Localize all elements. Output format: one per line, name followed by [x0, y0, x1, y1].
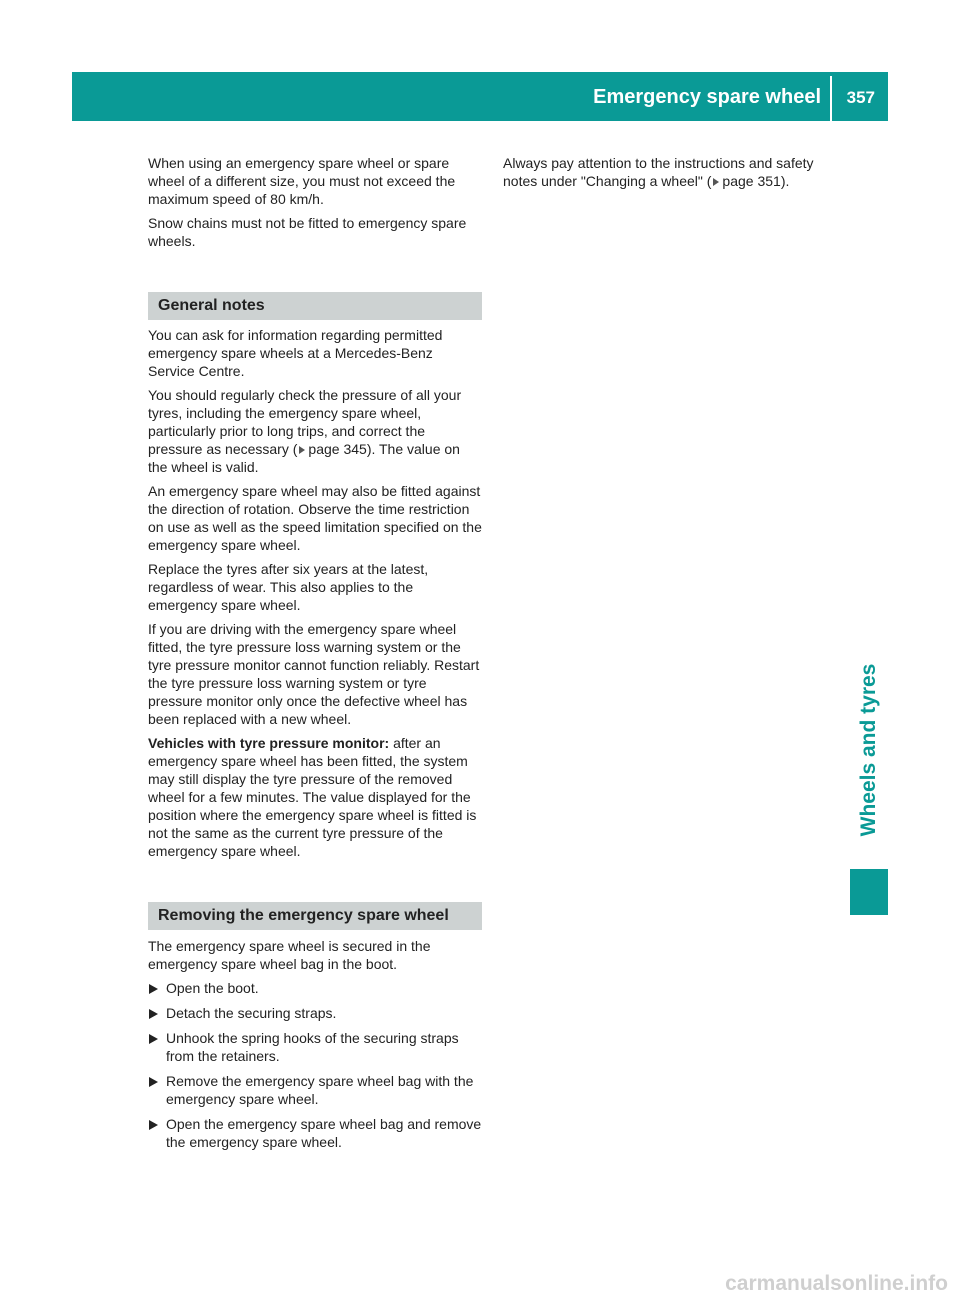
step-arrow-icon: [149, 1120, 158, 1130]
page-reference-icon: [713, 178, 719, 186]
step-item: Detach the securing straps.: [148, 1004, 482, 1022]
step-arrow-icon: [149, 1009, 158, 1019]
step-item: Unhook the spring hooks of the securing straps from the retainers.: [148, 1029, 482, 1065]
removing-heading: Removing the emergency spare wheel: [148, 902, 482, 930]
intro-paragraph: Snow chains must not be fitted to emergency spare wheels.: [148, 215, 467, 249]
header-bar: [72, 72, 888, 121]
general-notes-paragraph: You can ask for information regarding permitted emergency spare wheels at a Mercedes-Benz Service Centre.: [148, 327, 443, 379]
chapter-tab-label: Wheels and tyres: [857, 663, 880, 837]
header-divider: [830, 76, 832, 121]
step-arrow-icon: [149, 984, 158, 994]
bold-label: Vehicles with tyre pressure monitor:: [148, 735, 390, 751]
right-paragraph: Always pay attention to the instructions and safety notes under "Changing a wheel" ( page 351).: [503, 155, 814, 189]
step-item: Open the emergency spare wheel bag and remove the emergency spare wheel.: [148, 1115, 482, 1151]
chapter-tab[interactable]: [850, 640, 888, 860]
page-reference-link[interactable]: page 351: [722, 173, 781, 189]
page-title: Emergency spare wheel: [593, 86, 821, 108]
general-notes-paragraph: You should regularly check the pressure of all your tyres, including the emergency spare wheel, particularly prior to long trips, and correct the pressure as necessary ( page 345). The value on the wheel is valid.: [148, 387, 462, 475]
general-notes-heading: General notes: [148, 292, 482, 320]
general-notes-paragraph: Replace the tyres after six years at the latest, regardless of wear. This also applies to the emergency spare wheel.: [148, 561, 429, 613]
step-list: [148, 979, 482, 1151]
intro-paragraph: When using an emergency spare wheel or spare wheel of a different size, you must not exceed the maximum speed of 80 km/h.: [148, 155, 456, 207]
page-reference-icon: [299, 446, 305, 454]
removing-intro: The emergency spare wheel is secured in the emergency spare wheel bag in the boot.: [148, 938, 431, 972]
page-reference-link[interactable]: page 345: [308, 441, 367, 457]
step-item: Remove the emergency spare wheel bag with the emergency spare wheel.: [148, 1072, 482, 1108]
chapter-marker-block: [850, 869, 888, 915]
page-number: 357: [846, 88, 875, 107]
general-notes-paragraph: Vehicles with tyre pressure monitor: after an emergency spare wheel has been fitted, the system may still display the tyre pressure of the removed wheel for a few minutes. The value displayed for the position where the emergency spare wheel is fitted is not the same as the current tyre pressure of the emergency spare wheel.: [148, 735, 477, 859]
step-item: Open the boot.: [148, 979, 482, 997]
step-arrow-icon: [149, 1034, 158, 1044]
step-arrow-icon: [149, 1077, 158, 1087]
right-column: [503, 154, 823, 196]
left-column: [148, 154, 482, 1158]
general-notes-paragraph: If you are driving with the emergency spare wheel fitted, the tyre pressure loss warning system or the tyre pressure monitor cannot function reliably. Restart the tyre pressure loss warning system or tyre pressure monitor only once the defective wheel has been replaced with a new wheel.: [148, 621, 480, 727]
watermark: carmanualsonline.info: [725, 1272, 948, 1295]
general-notes-paragraph: An emergency spare wheel may also be fitted against the direction of rotation. Observe the time restriction on use as well as the speed limitation specified on the emergency spare wheel.: [148, 483, 482, 553]
